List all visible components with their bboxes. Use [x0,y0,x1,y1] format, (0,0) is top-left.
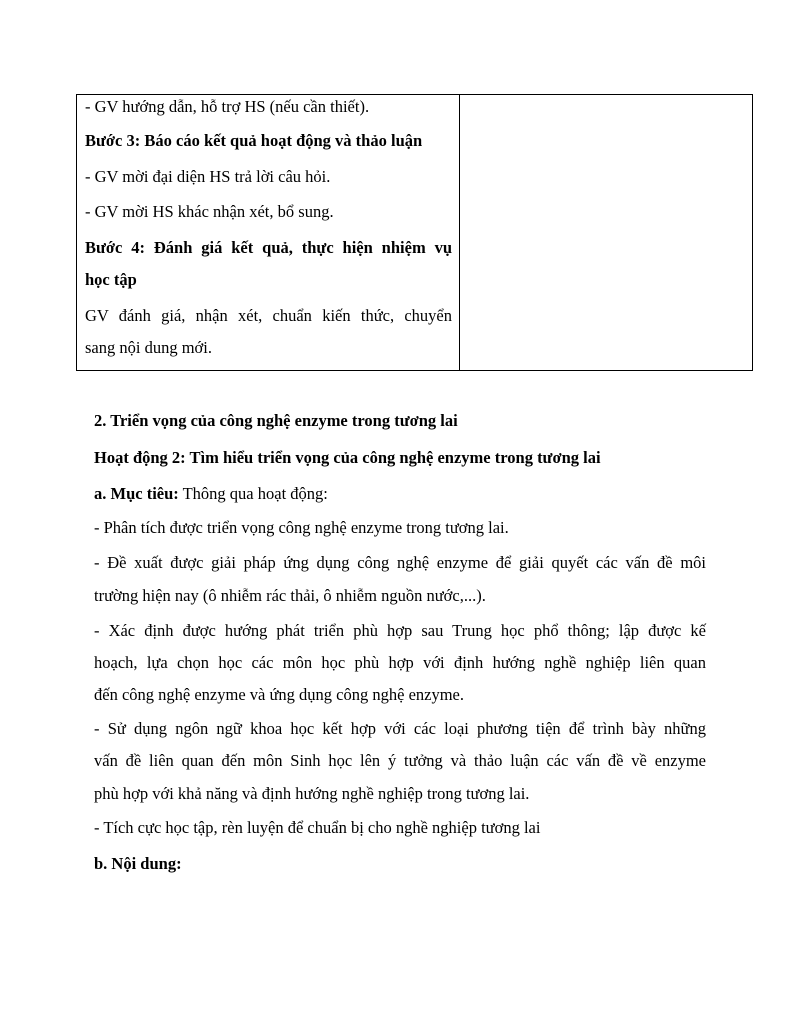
objective-text: Thông qua hoạt động: [178,484,328,503]
objective-item-2-line-1: - Đề xuất được giải pháp ứng dụng công nghệ enzyme để giải quyết các vấn đề môi [94,553,706,572]
step4-heading-line-2: học tập [85,270,137,289]
content-label: b. Nội dung: [94,854,182,873]
objective-line [94,484,328,504]
objective-item-1: - Phân tích được triển vọng công nghệ enzyme trong tương lai. [94,518,509,537]
step4-text-line-2: sang nội dung mới. [85,338,212,357]
objective-item-4-line-1: - Sử dụng ngôn ngữ khoa học kết hợp với các loại phương tiện để trình bày những [94,719,706,738]
objective-item-3-line-2: hoạch, lựa chọn học các môn học phù hợp với định hướng nghề nghiệp liên quan [94,653,706,672]
step4-heading-line-1: Bước 4: Đánh giá kết quả, thực hiện nhiệm vụ [85,238,452,257]
step3-heading: Bước 3: Báo cáo kết quả hoạt động và thảo luận [85,131,423,150]
objective-item-4-line-2: vấn đề liên quan đến môn Sinh học lên ý tưởng và thảo luận các vấn đề về enzyme [94,751,706,770]
step3-item-2: - GV mời HS khác nhận xét, bổ sung. [85,202,334,221]
objective-item-4-line-3: phù hợp với khả năng và định hướng nghề nghiệp trong tương lai. [94,784,530,803]
step4-text-line-1: GV đánh giá, nhận xét, chuẩn kiến thức, chuyển [85,306,452,325]
objective-item-3-line-1: - Xác định được hướng phát triển phù hợp sau Trung học phổ thông; lập được kế [94,621,706,640]
section-heading: 2. Triển vọng của công nghệ enzyme trong tương lai [94,411,458,430]
objective-item-5: - Tích cực học tập, rèn luyện để chuẩn bị cho nghề nghiệp tương lai [94,818,541,837]
objective-label: a. Mục tiêu: [94,484,179,503]
lesson-table [76,94,753,371]
activity-heading: Hoạt động 2: Tìm hiểu triển vọng của công nghệ enzyme trong tương lai [94,448,601,467]
objective-item-3-line-3: đến công nghệ enzyme và ứng dụng công nghệ enzyme. [94,685,464,704]
objective-item-2-line-2: trường hiện nay (ô nhiễm rác thải, ô nhiễm nguồn nước,...). [94,586,486,605]
step3-item-1: - GV mời đại diện HS trả lời câu hỏi. [85,167,331,186]
table-line-guidance: - GV hướng dẫn, hỗ trợ HS (nếu cần thiết). [85,97,370,116]
table-cell-student-products [460,95,752,370]
